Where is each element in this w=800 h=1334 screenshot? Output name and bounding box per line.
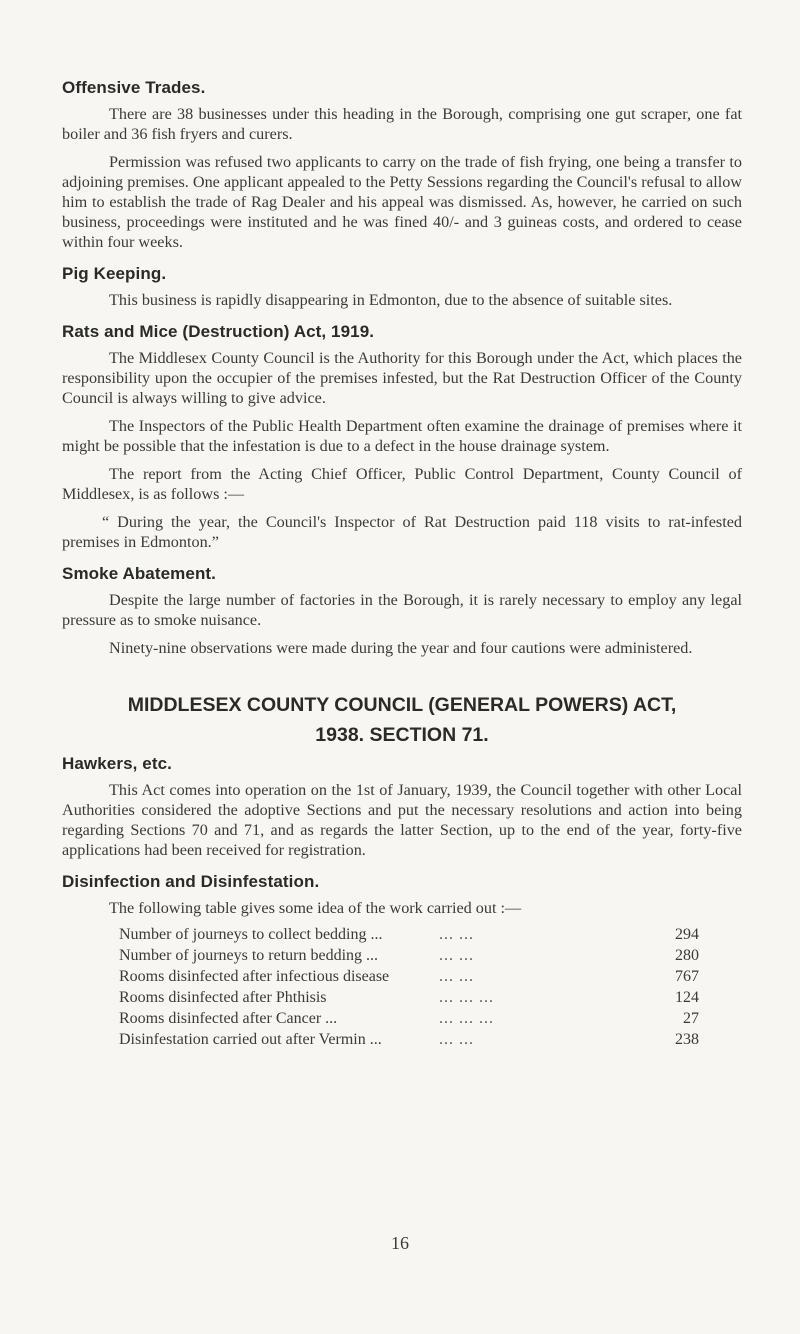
page-number: 16 bbox=[391, 1233, 409, 1253]
row-value: 124 bbox=[675, 989, 699, 1006]
act-title bbox=[62, 690, 742, 750]
page-content bbox=[62, 78, 742, 1050]
paragraph: The report from the Acting Chief Officer, Public Control Department, County Council of Middlesex, is as follows :— bbox=[62, 465, 742, 503]
row-label: Rooms disinfected after Cancer ... bbox=[119, 1010, 338, 1027]
paragraph: This Act comes into operation on the 1st of January, 1939, the Council together with other Local Authorities considered the adoptive Sections and put the necessary resolutions and action into being regarding Sections 70 and 71, and as regards the latter Section, up to the end of the year, forty-five applications had been received for registration. bbox=[62, 781, 742, 859]
act-title-line-1: MIDDLESEX COUNTY COUNCIL (GENERAL POWERS) ACT, bbox=[127, 694, 677, 716]
row-leader-dots: ... ... bbox=[439, 926, 474, 943]
section-heading-offensive-trades: Offensive Trades. bbox=[62, 78, 206, 97]
row-label: Rooms disinfected after infectious disease bbox=[119, 968, 390, 985]
row-value: 280 bbox=[675, 947, 699, 964]
table-row bbox=[119, 966, 699, 987]
row-label: Rooms disinfected after Phthisis bbox=[119, 989, 327, 1006]
section-heading-hawkers: Hawkers, etc. bbox=[62, 754, 172, 773]
row-label: Disinfestation carried out after Vermin ... bbox=[119, 1031, 382, 1048]
table-row bbox=[119, 945, 699, 966]
paragraph: This business is rapidly disappearing in Edmonton, due to the absence of suitable sites. bbox=[109, 291, 673, 309]
paragraph: There are 38 businesses under this heading in the Borough, comprising one gut scraper, one fat boiler and 36 fish fryers and curers. bbox=[62, 105, 742, 143]
table-row bbox=[119, 1008, 699, 1029]
row-value: 294 bbox=[675, 926, 699, 943]
row-leader-dots: ... ... ... bbox=[439, 989, 494, 1006]
quotation: “ During the year, the Council's Inspector of Rat Destruction paid 118 visits to rat-infested premises in Edmonton.” bbox=[62, 513, 742, 551]
table-row bbox=[119, 924, 699, 945]
paragraph: The Middlesex County Council is the Authority for this Borough under the Act, which places the responsibility upon the occupier of the premises infested, but the Rat Destruction Officer of the County Council is always willing to give advice. bbox=[62, 349, 742, 407]
row-value: 767 bbox=[675, 968, 699, 985]
table-row bbox=[119, 987, 699, 1008]
table-row bbox=[119, 1029, 699, 1050]
row-value: 27 bbox=[683, 1010, 699, 1027]
row-leader-dots: ... ... bbox=[439, 968, 474, 985]
section-heading-smoke-abatement: Smoke Abatement. bbox=[62, 564, 217, 583]
row-value: 238 bbox=[675, 1031, 699, 1048]
row-label: Number of journeys to return bedding ... bbox=[119, 947, 379, 964]
disinfection-table bbox=[119, 924, 699, 1050]
paragraph: Ninety-nine observations were made during the year and four cautions were administered. bbox=[109, 639, 693, 657]
paragraph: Permission was refused two applicants to carry on the trade of fish frying, one being a transfer to adjoining premises. One applicant appealed to the Petty Sessions regarding the Council's refusal to allow him to establish the trade of Rag Dealer and his appeal was dismissed. As, however, he carried on such business, proceedings were instituted and he was fined 40/- and 3 guineas costs, and ordered to cease within four weeks. bbox=[62, 153, 742, 251]
section-heading-rats-and-mice: Rats and Mice (Destruction) Act, 1919. bbox=[62, 322, 375, 341]
act-title-line-2: 1938. SECTION 71. bbox=[315, 724, 489, 746]
paragraph: The Inspectors of the Public Health Department often examine the drainage of premises where it might be possible that the infestation is due to a defect in the house drainage system. bbox=[62, 417, 742, 455]
row-leader-dots: ... ... bbox=[439, 1031, 474, 1048]
table-intro: The following table gives some idea of the work carried out :— bbox=[109, 899, 522, 917]
row-label: Number of journeys to collect bedding ... bbox=[119, 926, 383, 943]
row-leader-dots: ... ... bbox=[439, 947, 474, 964]
paragraph: Despite the large number of factories in the Borough, it is rarely necessary to employ any legal pressure as to smoke nuisance. bbox=[62, 591, 742, 629]
section-heading-disinfection: Disinfection and Disinfestation. bbox=[62, 872, 320, 891]
row-leader-dots: ... ... ... bbox=[439, 1010, 494, 1027]
section-heading-pig-keeping: Pig Keeping. bbox=[62, 264, 167, 283]
